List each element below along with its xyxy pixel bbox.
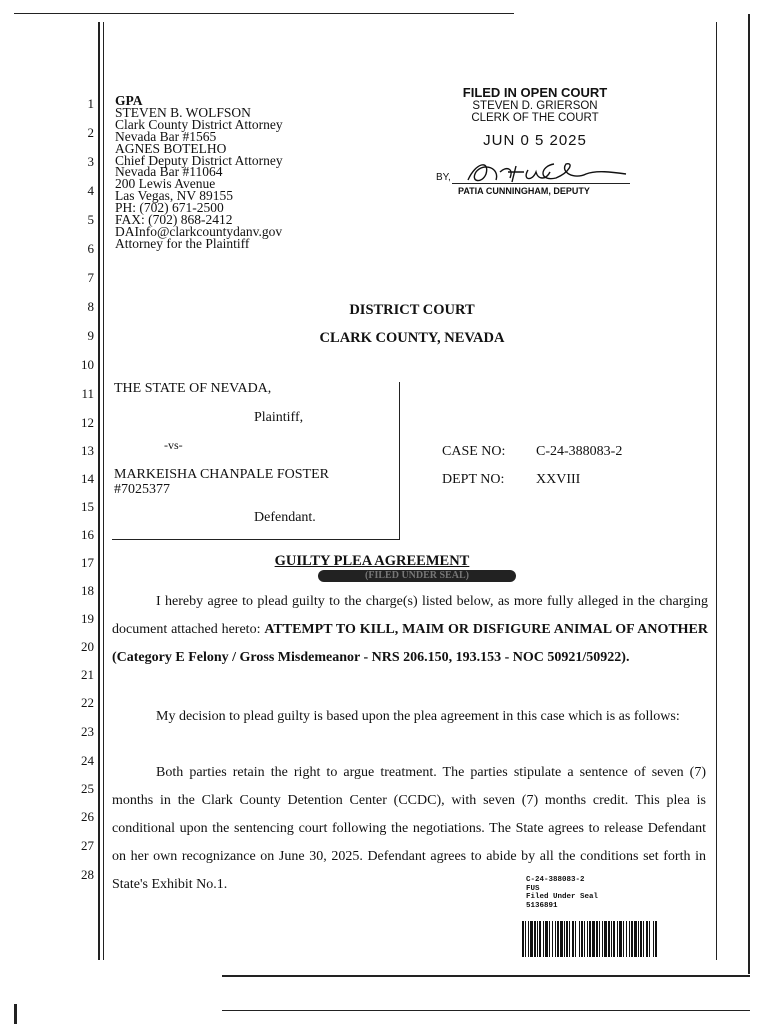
line-number: 6: [87, 241, 94, 256]
line-number: 5: [87, 212, 94, 227]
barcode-bar: [555, 921, 556, 957]
barcode-bar: [552, 921, 553, 957]
line-number: 11: [81, 386, 94, 401]
attorney-email: DAInfo@clarkcountydanv.gov: [115, 223, 283, 239]
stamp-title: FILED IN OPEN COURT: [462, 85, 608, 100]
barcode-desc: Filed Under Seal: [526, 893, 599, 901]
attorney-line: PH: (702) 671-2500: [115, 200, 224, 216]
line-number: 15: [81, 499, 94, 514]
barcode-bar: [617, 921, 618, 957]
line-number: 28: [81, 867, 94, 882]
paragraph-terms: [112, 759, 706, 899]
barcode-bar: [655, 921, 657, 957]
defendant-id: #7025377: [114, 482, 170, 497]
stamp-clerk-title: CLERK OF THE COURT: [471, 112, 599, 124]
barcode-bar: [564, 921, 565, 957]
attorney-line: Chief Deputy District Attorney: [115, 152, 283, 168]
case-no: C-24-388083-2: [536, 444, 623, 459]
court-county: CLARK COUNTY, NEVADA: [319, 330, 505, 346]
sealed-note: (FILED UNDER SEAL): [318, 570, 516, 582]
barcode-bar: [539, 921, 541, 957]
barcode-bar: [528, 921, 529, 957]
barcode-bar: [608, 921, 610, 957]
barcode-bar: [638, 921, 639, 957]
signature-line: [452, 183, 630, 184]
barcode-bar: [566, 921, 568, 957]
paragraph-charges-text: I hereby agree to plead guilty to the charge(s) listed below, as more fully alleged in the charging document attached hereto:: [112, 594, 708, 637]
barcode-bar: [604, 921, 607, 957]
barcode-bar: [530, 921, 533, 957]
dept-no-label: DEPT NO:: [442, 472, 505, 487]
attorney-line: FAX: (702) 868-2412: [115, 212, 233, 228]
defendant-label: Defendant.: [254, 510, 316, 525]
attorney-line: Nevada Bar #11064: [115, 164, 223, 180]
line-number: 2: [87, 125, 94, 140]
barcode-bar: [534, 921, 536, 957]
attorney-line: Attorney for the Plaintiff: [115, 235, 250, 251]
line-number: 26: [81, 809, 94, 824]
attorney-line: STEVEN B. WOLFSON: [115, 104, 251, 120]
attorney-block: [115, 95, 283, 250]
next-page-mark: [14, 1004, 17, 1024]
barcode-bar: [613, 921, 615, 957]
right-page-edge: [748, 14, 750, 974]
stamp-by-label: BY,: [436, 172, 451, 183]
line-number: 3: [87, 154, 94, 169]
barcode-bar: [602, 921, 603, 957]
filed-stamp: [436, 85, 630, 196]
barcode: [522, 921, 658, 957]
barcode-number: 5136891: [526, 901, 558, 910]
barcode-bar: [631, 921, 633, 957]
stamp-clerk-name: STEVEN D. GRIERSON: [472, 100, 598, 112]
document-code: GPA: [115, 93, 143, 108]
caption-vertical-rule: [399, 382, 400, 540]
barcode-bar: [629, 921, 630, 957]
stamp-deputy: PATIA CUNNINGHAM, DEPUTY: [458, 186, 590, 196]
barcode-bar: [643, 921, 644, 957]
left-margin-rule-inner: [103, 22, 104, 960]
attorney-line: Las Vegas, NV 89155: [115, 188, 233, 204]
case-no-label: CASE NO:: [442, 444, 506, 459]
attorney-line: Nevada Bar #1565: [115, 128, 217, 144]
barcode-bar: [560, 921, 563, 957]
barcode-bar: [649, 921, 650, 957]
line-number: 9: [87, 328, 94, 343]
barcode-code: FUS: [526, 884, 540, 893]
barcode-bar: [579, 921, 580, 957]
defendant-name: MARKEISHA CHANPALE FOSTER: [114, 467, 329, 482]
versus: -vs-: [164, 438, 183, 452]
barcode-case: C-24-388083-2: [526, 876, 585, 884]
line-number: 14: [81, 471, 94, 486]
top-rule: [14, 13, 514, 14]
line-number: 25: [81, 781, 94, 796]
line-number: 22: [81, 695, 94, 710]
barcode-bar: [522, 921, 524, 957]
line-number: 19: [81, 611, 94, 626]
barcode-bar: [575, 921, 576, 957]
stamp-date: JUN 0 5 2025: [483, 132, 587, 149]
line-number: 21: [81, 667, 94, 682]
line-number: 27: [81, 838, 94, 853]
barcode-bar: [589, 921, 591, 957]
caption-bottom-rule: [112, 539, 400, 540]
barcode-bar: [592, 921, 595, 957]
plaintiff-label: Plaintiff,: [254, 410, 304, 425]
line-number: 23: [81, 724, 94, 739]
court-name: DISTRICT COURT: [349, 302, 475, 318]
document-title: GUILTY PLEA AGREEMENT: [274, 553, 470, 569]
paragraph-charges: [112, 588, 708, 672]
plaintiff-name: THE STATE OF NEVADA,: [114, 381, 272, 396]
barcode-bar: [653, 921, 654, 957]
barcode-bar: [572, 921, 574, 957]
barcode-bar: [549, 921, 550, 957]
barcode-bar: [557, 921, 559, 957]
barcode-bar: [596, 921, 598, 957]
barcode-bar: [525, 921, 526, 957]
barcode-bar: [545, 921, 548, 957]
line-number: 24: [81, 753, 94, 768]
line-number: 10: [81, 357, 94, 372]
attorney-line: Clark County District Attorney: [115, 116, 283, 132]
left-margin-rule-outer: [98, 22, 100, 960]
dept-no: XXVIII: [536, 472, 581, 487]
barcode-bar: [611, 921, 612, 957]
next-page-rule: [222, 1010, 750, 1011]
attorney-line: 200 Lewis Avenue: [115, 176, 216, 192]
barcode-bar: [569, 921, 570, 957]
paragraph-basis: [112, 703, 708, 731]
barcode-bar: [543, 921, 544, 957]
line-number: 12: [81, 415, 94, 430]
line-number: 17: [81, 555, 94, 570]
charge-description: ATTEMPT TO KILL, MAIM OR DISFIGURE ANIMAL OF ANOTHER (Category E Felony / Gross Misdemeanor - NRS 206.150, 193.153 - NOC 50921/50922).: [112, 622, 709, 665]
barcode-label: [526, 876, 598, 910]
line-number: 4: [87, 183, 94, 198]
line-number: 20: [81, 639, 94, 654]
barcode-bar: [619, 921, 622, 957]
barcode-bar: [581, 921, 583, 957]
line-number: 18: [81, 583, 94, 598]
barcode-bar: [626, 921, 627, 957]
barcode-bar: [640, 921, 642, 957]
barcode-bar: [587, 921, 588, 957]
line-number: 13: [81, 443, 94, 458]
barcode-bar: [537, 921, 538, 957]
paragraph-terms-text: Both parties retain the right to argue treatment. The parties stipulate a sentence of seven (7) months in the Clark County Detention Center (CCDC), with seven (7) months credit. This plea is conditional upon the sentencing court following the negotiations. The State agrees to release Defendant on her own recognizance on June 30, 2025. Defendant agrees to abide by all the conditions set forth in State's Exhibit No.1.: [112, 765, 706, 892]
attorney-line: AGNES BOTELHO: [115, 140, 227, 156]
barcode-bar: [584, 921, 585, 957]
barcode-bar: [599, 921, 600, 957]
barcode-bar: [646, 921, 648, 957]
line-number: 16: [81, 527, 94, 542]
line-number: 7: [87, 270, 94, 285]
paragraph-basis-text: My decision to plead guilty is based upon the plea agreement in this case which is as follows:: [156, 709, 680, 724]
bottom-page-rule: [222, 975, 750, 977]
line-number: 8: [87, 299, 94, 314]
barcode-bar: [634, 921, 637, 957]
line-number: 1: [87, 96, 94, 111]
barcode-bar: [623, 921, 624, 957]
right-margin-rule: [716, 22, 717, 960]
